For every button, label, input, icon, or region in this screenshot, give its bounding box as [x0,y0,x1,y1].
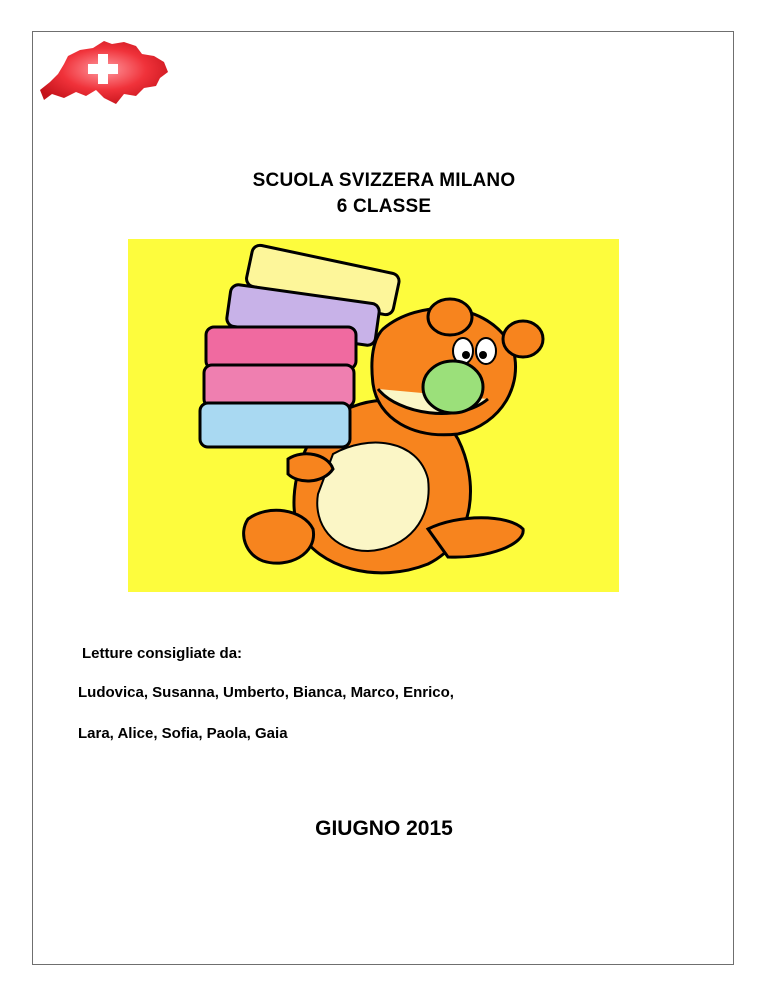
swiss-map-flag-icon [38,38,172,108]
names-line-1: Ludovica, Susanna, Umberto, Bianca, Marco, Enrico, [78,684,454,701]
school-title: SCUOLA SVIZZERA MILANO [252,170,516,191]
class-title: 6 CLASSE [336,196,432,217]
illustration [128,239,619,592]
names-line-2: Lara, Alice, Sofia, Paola, Gaia [78,725,288,742]
bear-with-books-icon [128,239,619,592]
date-footer: GIUGNO 2015 [315,817,453,840]
recommended-label: Letture consigliate da: [82,645,243,662]
